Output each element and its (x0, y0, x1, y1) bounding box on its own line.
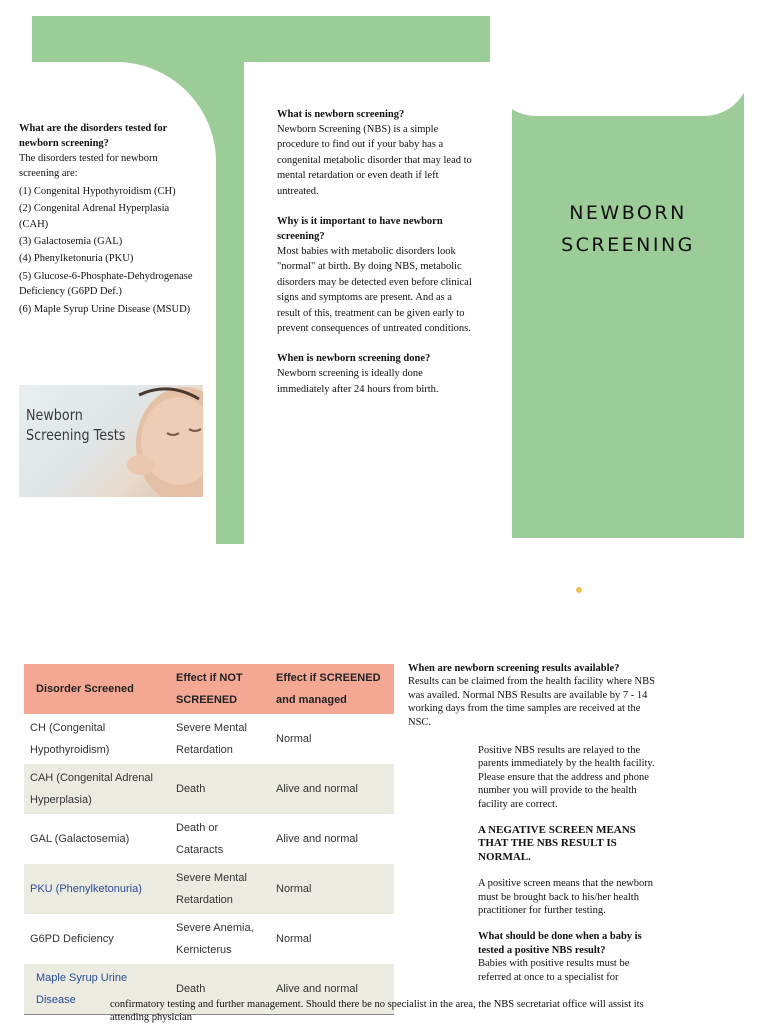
results-available-answer: Results can be claimed from the health facility where NBS was availed. Normal NBS Results are available by 7 - 14 working days from the time samples are received at the NSC. (408, 676, 655, 728)
disorder-list-item: (4) Phenylketonuria (PKU) (19, 253, 134, 265)
why-important-answer: Most babies with metabolic disorders look "normal" at birth. By doing NBS, metabolic disorders may be detected even before clinical signs and symptoms are present. And as a result of this, treatment can be given early to prevent consequences of untreated conditions. (277, 246, 472, 335)
left-panel-text (19, 121, 199, 317)
table-cell: Severe Mental Retardation (170, 714, 270, 764)
table-cell: PKU (Phenylketonuria) (24, 864, 170, 914)
table-header-cell: Disorder Screened (24, 664, 170, 714)
positive-result-answer: Babies with positive results must be referred at once to a specialist for (478, 958, 630, 983)
table-cell: GAL (Galactosemia) (24, 814, 170, 864)
when-done-question: When is newborn screening done? (277, 353, 431, 365)
table-row (24, 914, 394, 964)
table-header-cell: Effect if NOT SCREENED (170, 664, 270, 714)
positive-result-question: What should be done when a baby is tested a positive NBS result? (478, 931, 642, 956)
table-cell: Normal (270, 714, 394, 764)
disorder-list-item: (3) Galactosemia (GAL) (19, 236, 123, 248)
table-cell: Severe Anemia, Kernicterus (170, 914, 270, 964)
table-row (24, 714, 394, 764)
table-cell: Severe Mental Retardation (170, 864, 270, 914)
table-cell: Normal (270, 864, 394, 914)
why-important-question: Why is it important to have newborn screening? (277, 216, 443, 243)
image-caption-line-1: Newborn (26, 406, 83, 424)
negative-screen-statement: A NEGATIVE SCREEN MEANS THAT THE NBS RESULT IS NORMAL. (478, 824, 636, 863)
disorder-list-item: (1) Congenital Hypothyroidism (CH) (19, 185, 176, 197)
table-cell: CH (Congenital Hypothyroidism) (24, 714, 170, 764)
what-is-nbs-answer: Newborn Screening (NBS) is a simple procedure to find out if your baby has a congenital metabolic disorder that may lead to mental retardation or even death if left untreated. (277, 124, 472, 197)
disorders-intro: The disorders tested for newborn screening are: (19, 153, 158, 180)
disorder-table (24, 664, 394, 1015)
top-right-cutout (490, 0, 750, 116)
results-section (408, 662, 658, 729)
newborn-photo (19, 385, 203, 497)
table-row (24, 814, 394, 864)
results-available-question: When are newborn screening results available? (408, 663, 620, 674)
table-cell: G6PD Deficiency (24, 914, 170, 964)
disorders-question: What are the disorders tested for newborn screening? (19, 123, 168, 149)
table-row (24, 764, 394, 814)
disorder-table-container (24, 664, 394, 1015)
table-header-row (24, 664, 394, 714)
table-cell: Alive and normal (270, 764, 394, 814)
table-cell: Death (170, 964, 270, 1015)
disorder-list-item: (5) Glucose-6-Phosphate-Dehydrogenase Deficiency (G6PD Def.) (19, 270, 193, 298)
table-cell: Death or Cataracts (170, 814, 270, 864)
table-cell: CAH (Congenital Adrenal Hyperplasia) (24, 764, 170, 814)
cover-title-line-2: SCREENING (561, 234, 695, 256)
table-cell: Death (170, 764, 270, 814)
cover-title (512, 197, 744, 261)
when-done-answer: Newborn screening is ideally done immediately after 24 hours from birth. (277, 368, 439, 395)
disorder-list-item: (2) Congenital Adrenal Hyperplasia (CAH) (19, 203, 170, 230)
middle-panel-text (277, 107, 477, 397)
disorder-list-item: (6) Maple Syrup Urine Disease (MSUD) (19, 303, 191, 315)
table-header-cell: Effect if SCREENED and managed (270, 664, 394, 714)
table-row (24, 864, 394, 914)
positive-screen-text: A positive screen means that the newborn must be brought back to his/her health practitioner for further testing. (478, 878, 653, 917)
table-cell: Alive and normal (270, 964, 394, 1015)
positive-relayed-text: Positive NBS results are relayed to the parents immediately by the health facility. Please ensure that the address and phone number you will provide to the health facility are correct. (478, 745, 655, 810)
image-caption-line-2: Screening Tests (26, 426, 126, 444)
table-cell: Alive and normal (270, 814, 394, 864)
what-is-nbs-question: What is newborn screening? (277, 109, 405, 120)
results-right-column (478, 744, 661, 984)
table-cell: Normal (270, 914, 394, 964)
table-cell: Maple Syrup Urine Disease (24, 964, 170, 1015)
cover-title-line-1: NEWBORN (569, 202, 687, 224)
decorative-dot (576, 587, 582, 593)
image-caption (26, 405, 125, 445)
results-continued-text: confirmatory testing and further management. Should there be no specialist in the area, the NBS secretariat office will assist its attending physician (110, 999, 644, 1024)
